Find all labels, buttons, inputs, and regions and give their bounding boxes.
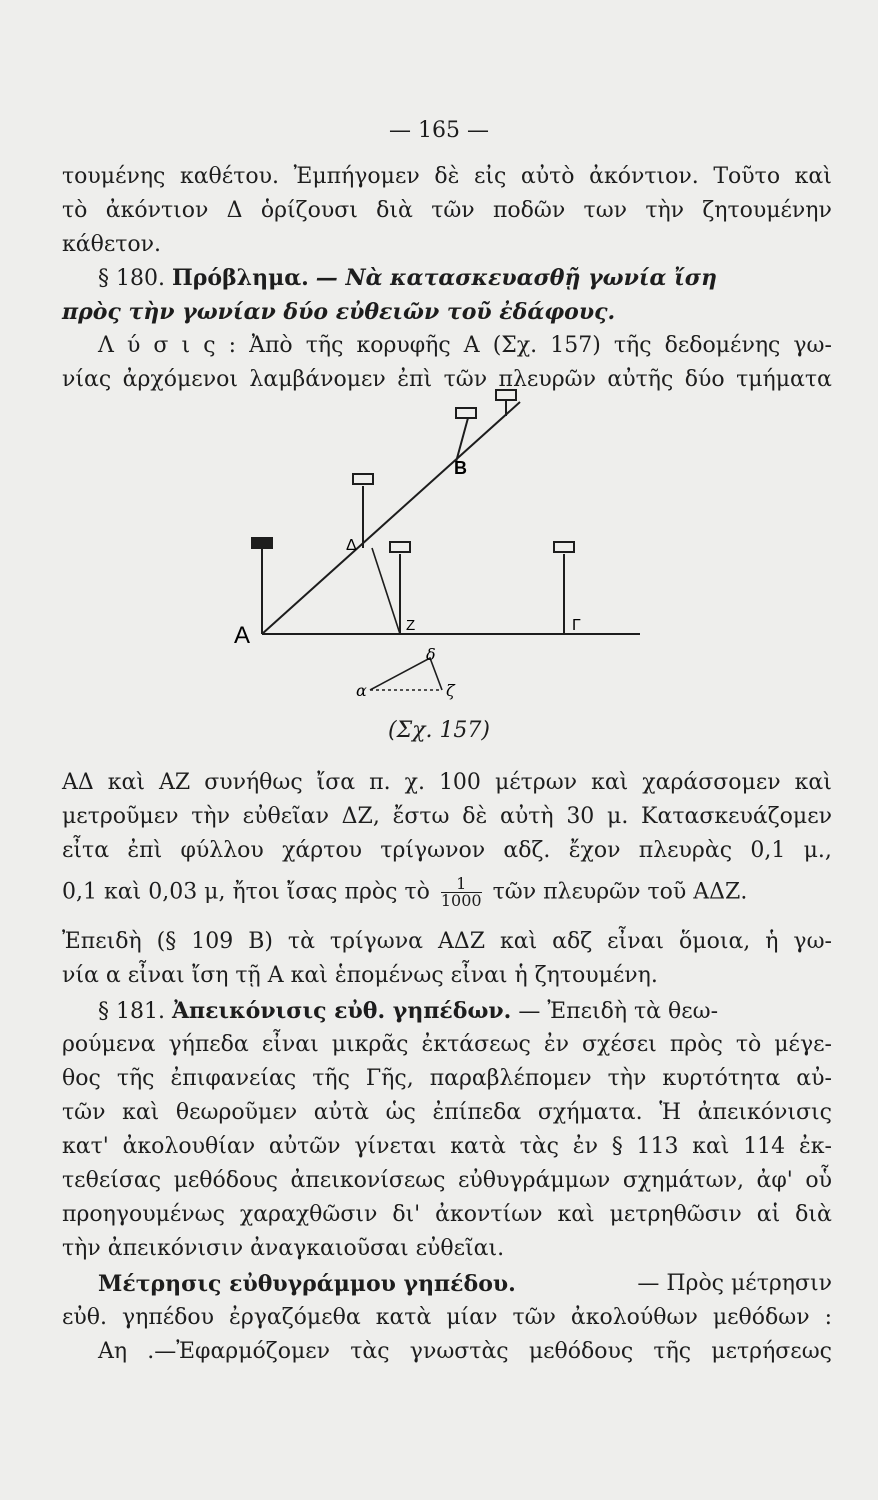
word: μετρηθῶσιν <box>609 1202 742 1227</box>
word: ὁρίζουσι <box>260 198 358 223</box>
word: τῶν <box>512 1305 556 1330</box>
word: ἐκτάσεως <box>421 1032 531 1057</box>
solution-line <box>98 332 832 360</box>
word: πλευρῶν <box>498 367 596 392</box>
stake-b <box>456 408 476 462</box>
section-181-title-line <box>98 997 832 1026</box>
word: καὶ <box>122 1100 160 1125</box>
word: χαραχθῶσιν <box>239 1202 378 1227</box>
word: ΑΔΖ <box>437 929 485 954</box>
word: εἶτα <box>62 838 110 863</box>
word: ι <box>181 333 191 358</box>
word: Ἐπειδὴ <box>62 929 142 954</box>
word: ἐκ- <box>798 1134 832 1159</box>
word: ποδῶν <box>492 198 566 223</box>
word: κατ' <box>62 1134 109 1159</box>
word: ἀκοντίων <box>435 1202 543 1227</box>
fraction-numerator: 1 <box>441 876 482 893</box>
section-first-line: — Ἐπειδὴ τὰ θεω- <box>518 999 719 1024</box>
word: Λ <box>98 333 114 358</box>
word: τὸ <box>735 1032 762 1057</box>
measurement-title-line <box>98 1270 832 1298</box>
word: σχημάτων, <box>622 1168 744 1193</box>
text-line <box>62 1031 832 1059</box>
word: κατὰ <box>450 1134 506 1159</box>
word: εἶναι <box>261 1032 319 1057</box>
word: μετρήσεως <box>711 1339 832 1364</box>
word: (Σχ. <box>492 333 538 358</box>
word: ἀφ' <box>756 1168 793 1193</box>
problem-title-continued: πρὸς τὴν γωνίαν δύο εὐθειῶν τοῦ ἐδάφους. <box>62 299 616 325</box>
word: τρίγωνα <box>329 929 423 954</box>
stake-a <box>252 538 272 634</box>
word: Ἀπὸ <box>249 333 293 358</box>
word: Γῆς, <box>365 1066 414 1091</box>
label-gamma: Γ <box>572 617 581 634</box>
word: τὴν <box>645 198 685 223</box>
word: τεθείσας <box>62 1168 162 1193</box>
word: § <box>611 1134 623 1159</box>
word: φύλλου <box>180 838 264 863</box>
word: εἰς <box>473 164 507 189</box>
word: Αη <box>98 1339 128 1364</box>
fraction-after: τῶν πλευρῶν τοῦ ΑΔΖ. <box>492 879 748 905</box>
word: 0,1 <box>750 838 786 863</box>
word: Α <box>463 333 480 358</box>
text-line <box>62 837 832 865</box>
label-delta: Δ <box>346 537 357 554</box>
word: ἐπὶ <box>397 367 433 392</box>
section-number: § 181. <box>98 999 165 1024</box>
word: δὲ <box>434 164 460 189</box>
stake-top <box>496 390 516 416</box>
word: Ἐμπήγομεν <box>293 164 420 189</box>
word: δεδομένης <box>664 333 781 358</box>
word: τὰ <box>287 929 315 954</box>
word: αὐτὰ <box>313 1100 369 1125</box>
word: : <box>228 333 236 358</box>
fraction-before: 0,1 καὶ 0,03 μ, ἤτοι ἴσας πρὸς τὸ <box>62 879 430 905</box>
word: καὶ <box>557 1202 595 1227</box>
word: θεωροῦμεν <box>175 1100 298 1125</box>
word: τῆς <box>653 1339 692 1364</box>
word: π. <box>369 770 391 795</box>
problem-title: — Νὰ κατασκευασθῇ γωνία ἴση <box>315 265 717 291</box>
fraction-line <box>62 876 832 909</box>
word: ἐπιφανείας <box>170 1066 297 1091</box>
word: γνωστὰς <box>409 1339 509 1364</box>
section-heading: Ἀπεικόνισις εὐθ. γηπέδων. <box>171 998 512 1024</box>
text-line: νία α εἶναι ἴση τῇ Α καὶ ἑπομένως εἶναι ἡ ζητουμένη. <box>62 963 658 988</box>
word: δύο <box>684 367 725 392</box>
word: Δ <box>226 198 243 223</box>
text-line <box>62 1167 832 1195</box>
word: τὴν <box>607 1066 647 1091</box>
word: ἀκόντιον. <box>589 164 699 189</box>
problem-title-line <box>62 298 832 327</box>
word: τὰς <box>350 1339 390 1364</box>
word: ἐπὶ <box>127 838 163 863</box>
word: αδζ <box>552 929 593 954</box>
word: συνήθως <box>204 770 303 795</box>
word: τῶν <box>443 367 488 392</box>
word: αὐτὸ <box>520 164 575 189</box>
word: χαράσσομεν <box>642 770 781 795</box>
text-line <box>62 769 832 797</box>
word: ύ <box>126 333 141 358</box>
word: ς <box>203 333 216 358</box>
word: λαμβάνομεν <box>249 367 386 392</box>
word: τὴν <box>191 804 230 829</box>
text-line <box>62 1099 832 1127</box>
label-z: Ζ <box>406 617 416 634</box>
word: διὰ <box>795 1202 832 1227</box>
word: ΑΔ <box>62 770 94 795</box>
word: γίνεται <box>354 1134 437 1159</box>
word: δὲ <box>462 804 488 829</box>
word: ἀπεικονίσεως <box>290 1168 446 1193</box>
measurement-heading: Μέτρησις εὐθυγράμμου γηπέδου. <box>98 1271 516 1297</box>
section-number: § 180. <box>98 266 165 291</box>
word: εὐθ. <box>62 1305 108 1330</box>
word: ἀκολούθων <box>570 1305 698 1330</box>
word: ἴσα <box>316 770 356 795</box>
word: μετροῦμεν <box>62 804 179 829</box>
measurement-rest: — Πρὸς μέτρησιν <box>637 1271 832 1296</box>
text-line <box>62 1304 832 1332</box>
text-line: κάθετον. <box>62 232 162 257</box>
word: ἐν <box>543 1032 569 1057</box>
text-line <box>62 1201 832 1229</box>
word: ἔστω <box>392 804 450 829</box>
word: κυρτότητα <box>662 1066 781 1091</box>
word: μέτρων <box>494 770 578 795</box>
text-line <box>62 163 832 191</box>
text-line <box>98 1338 832 1366</box>
diagonal-line <box>262 402 520 634</box>
word: Ἡ <box>659 1100 682 1125</box>
word: ἡ <box>765 929 779 954</box>
label-alpha: α <box>356 681 367 700</box>
word: μέγε- <box>774 1032 832 1057</box>
word: προηγουμένως <box>62 1202 225 1227</box>
delta-z-line <box>372 548 400 634</box>
word: τμήματα <box>736 367 832 392</box>
word: σχήματα. <box>537 1100 643 1125</box>
word: ΔΖ, <box>341 804 380 829</box>
word: ἀκόντιον <box>105 198 209 223</box>
word: καὶ <box>794 770 832 795</box>
fraction <box>441 876 482 909</box>
word: ὡς <box>385 1100 416 1125</box>
word: τῶν <box>62 1100 106 1125</box>
word: ὅμοια, <box>679 929 751 954</box>
word: αὐτῶν <box>268 1134 341 1159</box>
word: κατὰ <box>375 1305 432 1330</box>
word: Τοῦτο <box>713 164 781 189</box>
word: σ <box>153 333 169 358</box>
word: διὰ <box>376 198 413 223</box>
word: τῆς <box>116 1066 155 1091</box>
word: μίαν <box>446 1305 498 1330</box>
text-line <box>62 928 832 956</box>
word: χ. <box>404 770 425 795</box>
word: εἶναι <box>607 929 665 954</box>
word: 100 <box>438 770 481 795</box>
word: μεθόδων <box>712 1305 810 1330</box>
label-delta-small: δ <box>426 645 436 664</box>
word: τουμένης <box>62 164 166 189</box>
word: ἀπεικόνισις <box>697 1100 832 1125</box>
word: χάρτου <box>282 838 363 863</box>
word: καὶ <box>794 164 832 189</box>
word: τῆς <box>613 333 652 358</box>
text-line: τὴν ἀπεικόνισιν ἀναγκαιοῦσαι εὐθεῖαι. <box>62 1236 505 1261</box>
word: εὐθεῖαν <box>242 804 329 829</box>
word: τῆς <box>305 333 344 358</box>
stake-gamma <box>554 542 574 634</box>
fraction-denominator: 1000 <box>440 891 482 910</box>
word: ἀρχόμενοι <box>122 367 238 392</box>
word: γηπέδου <box>121 1305 215 1330</box>
word: οὗ <box>805 1168 832 1193</box>
word: 30 <box>566 804 595 829</box>
word: σχέσει <box>582 1032 657 1057</box>
figure-157 <box>220 378 660 700</box>
text-line <box>62 197 832 225</box>
word: τὰς <box>519 1134 560 1159</box>
word: πρὸς <box>669 1032 723 1057</box>
word: ἐπίπεδα <box>432 1100 522 1125</box>
word: Κατασκευάζομεν <box>641 804 832 829</box>
label-zeta: ζ <box>446 681 455 700</box>
label-a: Α <box>234 622 251 649</box>
word: μεθόδους <box>173 1168 278 1193</box>
word: μεθόδους <box>528 1339 634 1364</box>
text-line <box>62 803 832 831</box>
word: καὶ <box>499 929 538 954</box>
text-line <box>62 1065 832 1093</box>
word: ἀκολουθίαν <box>122 1134 256 1159</box>
word: (§ <box>156 929 177 954</box>
word: .—Ἐφαρμόζομεν <box>147 1339 331 1364</box>
word: ΑΖ <box>159 770 191 795</box>
word: ἔχον <box>568 838 621 863</box>
word: γω- <box>793 929 832 954</box>
word: ἐν <box>572 1134 598 1159</box>
label-b: Β <box>454 458 467 478</box>
word: γήπεδα <box>168 1032 249 1057</box>
word: των <box>583 198 628 223</box>
word: μ., <box>803 838 832 863</box>
word: καὶ <box>692 1134 730 1159</box>
text-line <box>62 1133 832 1161</box>
word: αἱ <box>756 1202 781 1227</box>
word: καὶ <box>591 770 629 795</box>
word: αὐτὴ <box>500 804 554 829</box>
figure-svg <box>220 378 660 708</box>
word: : <box>824 1305 832 1330</box>
word: δι' <box>392 1202 421 1227</box>
word: 157) <box>550 333 601 358</box>
section-heading: Πρόβλημα. <box>171 265 309 291</box>
word: καθέτου. <box>179 164 279 189</box>
word: τῆς <box>312 1066 350 1091</box>
word: εὐθυγράμμων <box>458 1168 611 1193</box>
word: Β) <box>248 929 273 954</box>
word: τῶν <box>431 198 475 223</box>
word: παραβλέπομεν <box>429 1066 592 1091</box>
word: τὸ <box>62 198 88 223</box>
word: θος <box>62 1066 101 1091</box>
word: αὐτῆς <box>607 367 674 392</box>
word: 109 <box>191 929 234 954</box>
word: αδζ. <box>503 838 551 863</box>
word: ρούμενα <box>62 1032 156 1057</box>
word: αὐ- <box>796 1066 832 1091</box>
word: τρίγωνον <box>380 838 486 863</box>
word: 113 <box>636 1134 679 1159</box>
figure-caption: (Σχ. 157) <box>387 718 491 743</box>
page-number: — 165 — <box>389 118 489 143</box>
word: ἐργαζόμεθα <box>229 1305 361 1330</box>
word: νίας <box>62 367 112 392</box>
word: καὶ <box>107 770 146 795</box>
word: πλευρὰς <box>638 838 733 863</box>
word: 114 <box>743 1134 786 1159</box>
word: ζητουμένην <box>702 198 832 223</box>
word: κορυφῆς <box>356 333 451 358</box>
word: μ. <box>607 804 629 829</box>
word: μικρᾶς <box>331 1032 409 1057</box>
word: γω- <box>793 333 832 358</box>
section-180-title-line <box>98 264 832 293</box>
